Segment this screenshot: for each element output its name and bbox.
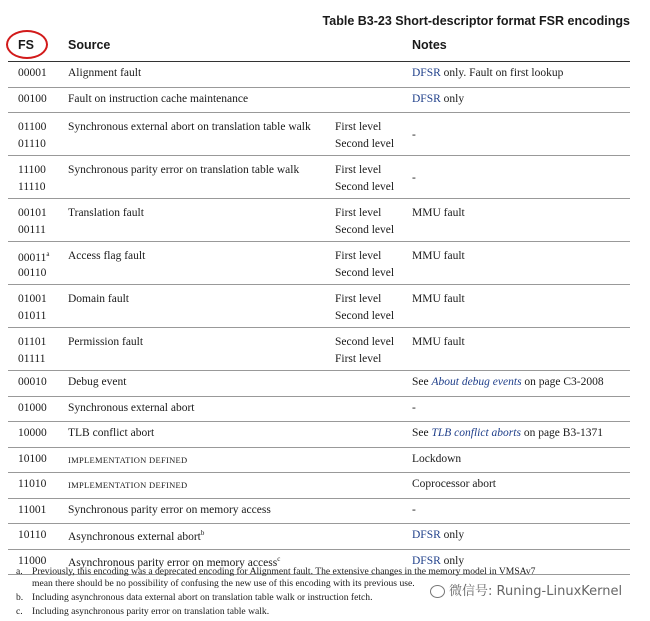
- source-text: Access flag fault: [68, 250, 146, 262]
- notes-text: -: [412, 129, 416, 141]
- fs-code: 11100: [18, 164, 46, 176]
- notes-text: Coprocessor abort: [412, 478, 496, 490]
- fs-highlight-circle: [6, 30, 48, 59]
- notes-text: Lockdown: [412, 452, 462, 465]
- notes-text: -: [412, 401, 416, 414]
- table-row: [8, 499, 630, 525]
- table-row: [8, 156, 630, 199]
- table-row: [8, 473, 630, 499]
- fs-code: 10110: [18, 529, 47, 541]
- footnote-line: Including asynchronous parity error on translation table walk.: [32, 606, 270, 617]
- notes-cell: [412, 402, 416, 414]
- footnote-ref: b: [200, 529, 205, 537]
- fs-code: 11001: [18, 503, 47, 516]
- header-source: Source: [68, 38, 111, 52]
- walk-level: Second level: [335, 224, 395, 236]
- notes-cell: [412, 250, 465, 262]
- notes-cell: [412, 529, 464, 541]
- section-link: About debug events: [431, 376, 522, 388]
- fs-code: 10100: [18, 452, 47, 465]
- header-notes: Notes: [412, 38, 447, 52]
- footnote-label: c.: [16, 606, 23, 617]
- notes-cell: [412, 555, 464, 567]
- source-text: Alignment fault: [68, 67, 142, 79]
- source-text: Asynchronous parity error on memory access$^c$: [68, 554, 281, 569]
- section-link: TLB conflict aborts: [431, 427, 521, 439]
- dfsr-link: DFSR: [412, 92, 441, 105]
- table-row: [8, 62, 630, 88]
- table-row: [8, 422, 630, 448]
- source-text: Synchronous external abort: [68, 401, 195, 414]
- dfsr-link: DFSR: [412, 67, 441, 79]
- walk-level: First level: [335, 164, 382, 176]
- source-text: Synchronous external abort on translation table walk: [68, 121, 311, 133]
- table-row: [8, 448, 630, 474]
- source-text: IMPLEMENTATION DEFINED: [68, 454, 188, 465]
- source-text: Fault on instruction cache maintenance: [68, 92, 249, 105]
- table-header: [18, 38, 630, 61]
- notes-prefix: See: [412, 427, 432, 439]
- notes-text: only: [440, 92, 465, 105]
- fs-code: 01100: [18, 121, 47, 133]
- notes-cell: [412, 207, 465, 219]
- walk-level: First level: [335, 353, 382, 365]
- notes-text: only: [440, 529, 465, 541]
- table-row: [8, 524, 630, 550]
- fsr-table: [8, 61, 630, 575]
- notes-cell: [412, 453, 461, 465]
- notes-cell: [412, 129, 416, 141]
- source-text: Synchronous parity error on translation table walk: [68, 164, 300, 176]
- notes-cell: [412, 504, 416, 516]
- footnote-line: Including asynchronous data external abort on translation table walk or instruction fetch.: [32, 592, 373, 603]
- fs-code: 00100: [18, 92, 47, 105]
- fs-code: 01001: [18, 293, 47, 305]
- fs-code: 00110: [18, 267, 47, 279]
- walk-level: First level: [335, 293, 382, 305]
- source-text: Synchronous parity error on memory access: [68, 503, 271, 516]
- fs-code: 01101: [18, 336, 47, 348]
- notes-text: on page C3-2008: [521, 376, 604, 388]
- notes-text: MMU fault: [412, 250, 465, 262]
- walk-level: Second level: [335, 310, 395, 322]
- walk-level: First level: [335, 207, 382, 219]
- source-text: IMPLEMENTATION DEFINED: [68, 480, 188, 490]
- walk-level: Second level: [335, 138, 395, 150]
- fs-code: 11000: [18, 554, 47, 567]
- notes-text: MMU fault: [412, 207, 465, 219]
- table-row: [8, 397, 630, 423]
- footnote: [16, 606, 270, 618]
- fs-code: 01000: [18, 401, 47, 414]
- footnote-ref: c: [277, 554, 281, 563]
- table-caption: Table B3-23 Short-descriptor format FSR encodings: [322, 14, 630, 28]
- source-text: Debug event: [68, 376, 127, 388]
- fs-code: 11110: [18, 181, 46, 193]
- walk-level: Second level: [335, 181, 395, 193]
- notes-prefix: See: [412, 376, 432, 388]
- watermark: [430, 580, 622, 599]
- walk-level: Second level: [335, 267, 395, 279]
- fs-code: 00011$^a$: [18, 250, 50, 264]
- notes-cell: [412, 478, 496, 490]
- notes-cell: [412, 172, 416, 184]
- notes-cell: [412, 336, 465, 348]
- table-row: [8, 242, 630, 285]
- fs-code: 00010: [18, 376, 47, 388]
- notes-text: MMU fault: [412, 293, 465, 305]
- notes-text: only: [440, 554, 465, 567]
- table-row: [8, 113, 630, 156]
- fs-code: 00001: [18, 67, 47, 79]
- source-text: Asynchronous external abort$^b$: [68, 529, 205, 543]
- fs-code: 11010: [18, 478, 47, 490]
- fs-code: 01110: [18, 138, 46, 150]
- fs-code: 00111: [18, 224, 46, 236]
- notes-text: on page B3-1371: [520, 427, 604, 439]
- table-row: [8, 328, 630, 371]
- source-text: Translation fault: [68, 207, 144, 219]
- notes-cell: [412, 376, 604, 388]
- fs-code: 01111: [18, 353, 46, 365]
- footnote-label: a.: [16, 566, 23, 577]
- footnote-line: mean there should be no possibility of confusing the new use of this encoding with its previous use.: [32, 578, 415, 589]
- walk-level: First level: [335, 121, 382, 133]
- notes-cell: [412, 67, 563, 79]
- table-row: [8, 88, 630, 114]
- walk-level: First level: [335, 250, 382, 262]
- source-text: Domain fault: [68, 293, 129, 305]
- table-row: [8, 199, 630, 242]
- notes-text: MMU fault: [412, 336, 465, 348]
- dfsr-link: DFSR: [412, 529, 441, 541]
- notes-text: only. Fault on first lookup: [440, 67, 564, 79]
- fs-code: 01011: [18, 310, 47, 322]
- fs-code: 10000: [18, 427, 47, 439]
- table-row: [8, 371, 630, 397]
- notes-cell: [412, 93, 464, 105]
- notes-text: -: [412, 503, 416, 516]
- header-fs: FS: [18, 38, 34, 52]
- footnote-ref: a: [46, 250, 50, 258]
- source-text: Permission fault: [68, 336, 144, 348]
- watermark-text: 微信号: Runing-LinuxKernel: [449, 584, 623, 599]
- notes-cell: [412, 427, 603, 439]
- fs-code: 00101: [18, 207, 47, 219]
- table-row: [8, 285, 630, 328]
- wechat-icon: [430, 585, 445, 598]
- notes-text: -: [412, 172, 416, 184]
- footnote-line: Previously, this encoding was a deprecated encoding for Alignment fault. The extensive changes in the memory model in VMSAv7: [32, 566, 536, 577]
- notes-cell: [412, 293, 465, 305]
- dfsr-link: DFSR: [412, 554, 441, 567]
- footnote: [16, 592, 373, 604]
- walk-level: Second level: [335, 336, 395, 348]
- source-text: TLB conflict abort: [68, 427, 155, 439]
- footnote-label: b.: [16, 592, 24, 603]
